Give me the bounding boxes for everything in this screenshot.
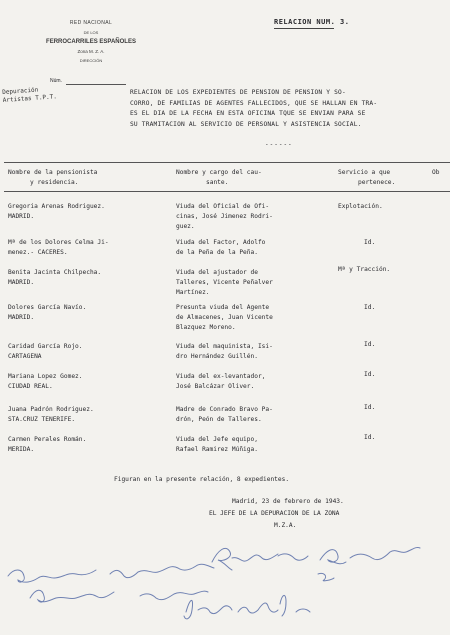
table-row-causante: Presunta viuda del Agente de Almacenes, Juan Vicente Blazquez Moreno. [176,304,273,331]
table-row-servicio: Id. [364,404,376,411]
table-row-causante: Madre de Conrado Bravo Pa- drón, Peón de Talleres. [176,406,273,423]
table-row-servicio: Id. [364,341,376,348]
table-row-name: Mª de los Dolores Celma Ji- menez.- CACERES. [8,239,109,256]
handwritten-note [8,564,214,602]
letterhead-line-1: RED NACIONAL [69,20,113,26]
table-row-name: Carmen Perales Román. MERIDA. [8,436,87,453]
date-line: Madrid, 23 de febrero de 1943. [232,498,344,505]
signature-jose [184,595,310,618]
number-label: Núm. [50,78,62,84]
table-row-name: Mariana Lopez Gomez. CIUDAD REAL. [8,373,83,390]
column-header-pensionista: Nombre de la pensionista y residencia. [8,169,98,186]
table-row-causante: Viuda del Oficial de Ofi- cinas, José Jimenez Rodri- guez. [176,203,273,230]
table-row-name: Dolores García Navío. MADRID. [8,304,87,321]
table-row-causante: Viuda del ajustador de Talleres, Vicente Peñalver Martínez. [176,269,273,296]
letterhead-line-5: DIRECCIÓN [79,58,103,63]
table-row-servicio: Id. [364,304,376,311]
letterhead-line-3: FERROCARRILES ESPAÑOLES [46,39,136,45]
summary-line: Figuran en la presente relación, 8 expedientes. [114,476,290,483]
signature-ricardo [212,547,420,580]
column-header-causante: Nombre y cargo del cau- sante. [176,169,262,186]
table-row-servicio: Id. [364,434,376,441]
table-row-causante: Viuda del ex-levantador, José Balcázar Oliver. [176,373,266,390]
relacion-title: RELACION NUM. 3. [274,18,350,26]
column-header-servicio: Servicio a que pertenece. [338,169,396,186]
department-line-1: Depuración [2,86,39,96]
intro-line: RELACION DE LOS EXPEDIENTES DE PENSION DE PENSION Y SO- [130,89,346,96]
table-row-name: Benita Jacinta Chilpecha. MADRID. [8,269,102,286]
table-row-causante: Viuda del Factor, Adolfo de la Peña de la Peña. [176,239,266,256]
department-line-2: Artistas T.P.T. [2,93,58,104]
table-row-name: Gregoria Arenas Rodriguez. MADRID. [8,203,105,220]
table-row-name: Caridad García Rojo. CARTAGENA [8,343,83,360]
zone-label: M.Z.A. [274,522,297,529]
table-row-causante: Viuda del maquinista, Isi- dro Hernández Guillén. [176,343,273,360]
letterhead-line-4: Zona M. Z. A. [77,49,105,54]
table-row-servicio: Id. [364,371,376,378]
separator-dashes: ------ [265,141,293,148]
intro-line: SU TRAMITACION AL SERVICIO DE PERSONAL Y ASISTENCIA SOCIAL. [130,120,362,128]
chief-title: EL JEFE DE LA DEPURACION DE LA ZONA [209,510,340,517]
intro-line: CORRO, DE FAMILIAS DE AGENTES FALLECIDOS, QUE SE HALLAN EN TRA- [130,99,378,107]
table-row-name: Juana Padrón Rodriguez. STA.CRUZ TENERIFE. [8,406,94,423]
table-row-servicio: Id. [364,239,376,246]
table-row-servicio: Explotación. [338,203,383,210]
column-header-observaciones: Ob [432,169,440,176]
letterhead-line-2: DE LOS [83,30,99,35]
table-row-causante: Viuda del Jefe equipo, Rafael Ramirez Múñiga. [176,436,258,453]
intro-line: ES EL DIA DE LA FECHA EN ESTA OFICINA TQUE SE ENVIAN PARA SE [130,110,366,117]
table-row-servicio: Mª y Tracción. [338,266,391,273]
